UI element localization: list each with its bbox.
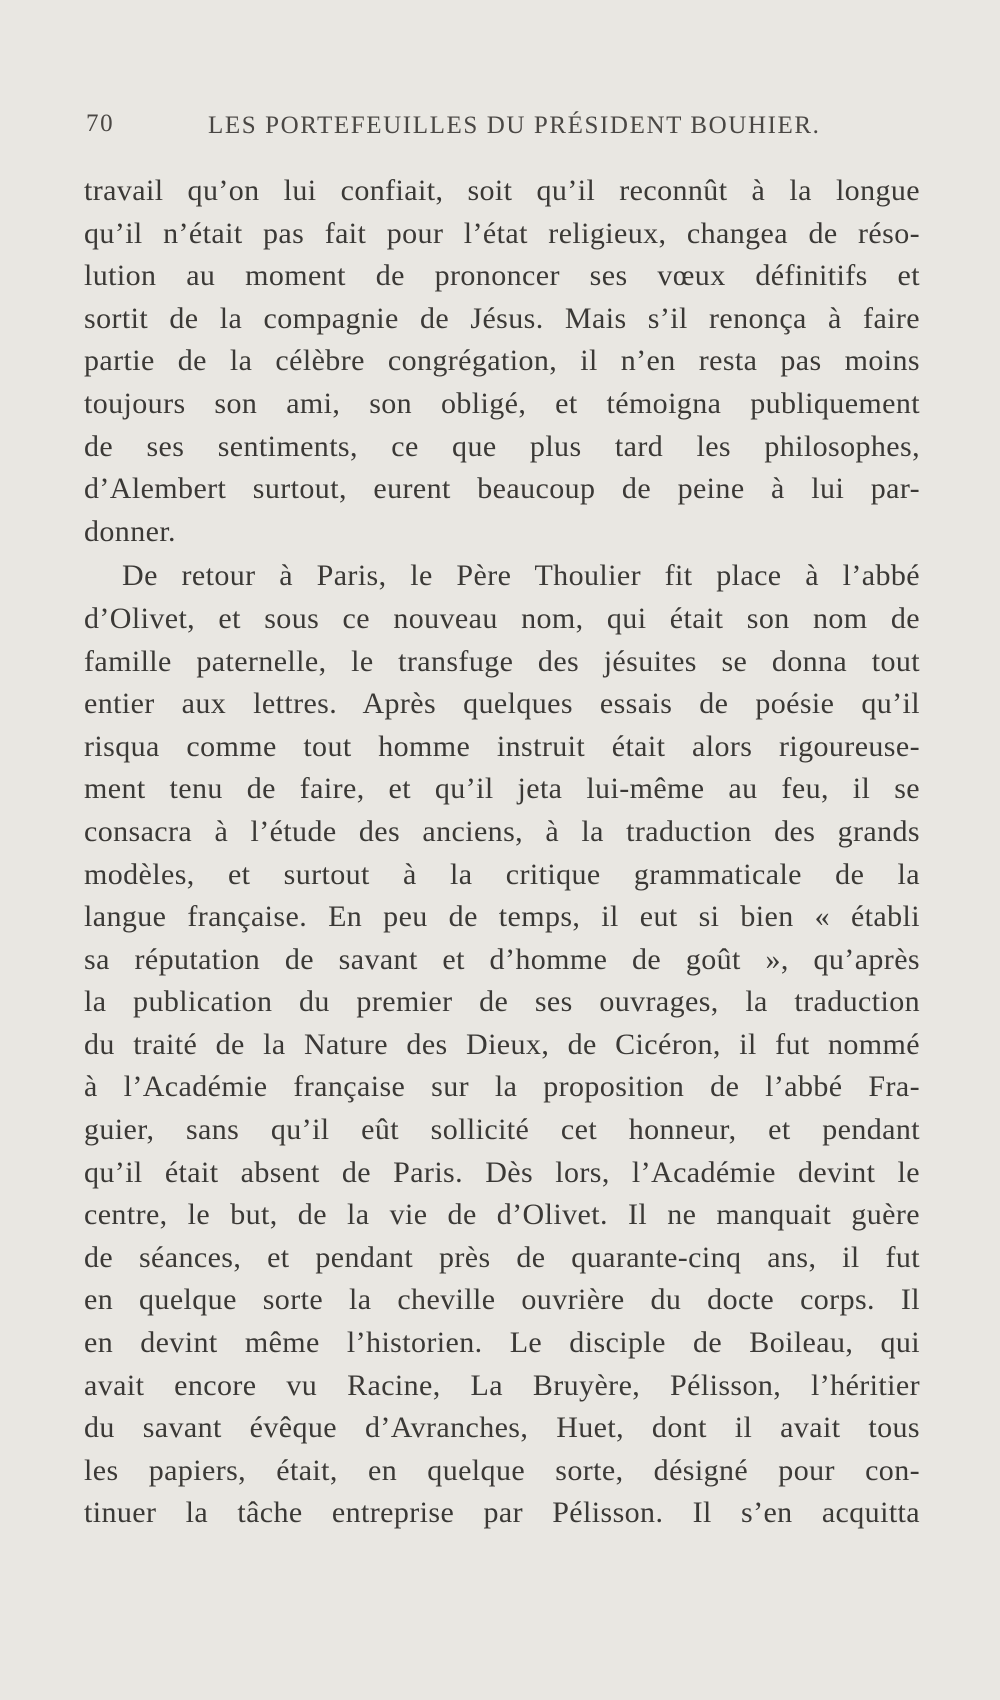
text-line: d’Olivet, et sous ce nouveau nom, qui était son nom de <box>84 601 920 635</box>
text-line: donner. <box>84 514 176 548</box>
text-line: entier aux lettres. Après quelques essais de poésie qu’il <box>84 687 920 721</box>
text-line: en quelque sorte la cheville ouvrière du docte corps. Il <box>84 1283 920 1317</box>
text-line: du savant évêque d’Avranches, Huet, dont il avait tous <box>84 1411 920 1445</box>
text-line: modèles, et surtout à la critique grammaticale de la <box>84 857 920 891</box>
paragraph-2 <box>84 555 920 1535</box>
text-line: d’Alembert surtout, eurent beaucoup de peine à lui par- <box>84 472 920 506</box>
text-line: De retour à Paris, le Père Thoulier fit place à l’abbé <box>122 559 920 593</box>
text-line: en devint même l’historien. Le disciple de Boileau, qui <box>84 1326 920 1360</box>
text-line: sortit de la compagnie de Jésus. Mais s’il renonça à faire <box>84 301 920 335</box>
page-number: 70 <box>86 110 115 137</box>
text-line: la publication du premier de ses ouvrages, la traduction <box>84 985 920 1019</box>
text-line: tinuer la tâche entreprise par Pélisson. Il s’en acquitta <box>84 1496 920 1530</box>
text-line: les papiers, était, en quelque sorte, désigné pour con- <box>84 1453 920 1487</box>
text-line: langue française. En peu de temps, il eut si bien « établi <box>84 900 920 934</box>
text-line: qu’il n’était pas fait pour l’état religieux, changea de réso- <box>84 216 920 250</box>
paragraph-1 <box>84 170 920 553</box>
text-line: partie de la célèbre congrégation, il n’en resta pas moins <box>84 344 920 378</box>
body-text <box>84 170 920 1537</box>
text-line: famille paternelle, le transfuge des jésuites se donna tout <box>84 644 920 678</box>
text-line: risqua comme tout homme instruit était alors rigoureuse- <box>84 729 920 763</box>
text-line: du traité de la Nature des Dieux, de Cicéron, il fut nommé <box>84 1027 920 1061</box>
text-line: toujours son ami, son obligé, et témoigna publiquement <box>84 386 920 420</box>
text-line: consacra à l’étude des anciens, à la traduction des grands <box>84 814 920 848</box>
text-line: centre, le but, de la vie de d’Olivet. Il ne manquait guère <box>84 1198 920 1232</box>
text-line: travail qu’on lui confiait, soit qu’il reconnût à la longue <box>84 174 920 207</box>
running-title: LES PORTEFEUILLES DU PRÉSIDENT BOUHIER. <box>208 112 821 139</box>
text-line: guier, sans qu’il eût sollicité cet honneur, et pendant <box>84 1113 920 1147</box>
text-line: à l’Académie française sur la proposition de l’abbé Fra- <box>84 1070 920 1104</box>
running-head <box>86 110 920 150</box>
text-line: lution au moment de prononcer ses vœux définitifs et <box>84 259 920 293</box>
text-line: avait encore vu Racine, La Bruyère, Pélisson, l’héritier <box>84 1368 920 1402</box>
text-line: de ses sentiments, ce que plus tard les philosophes, <box>84 429 920 463</box>
text-line: ment tenu de faire, et qu’il jeta lui-même au feu, il se <box>84 772 920 806</box>
text-line: qu’il était absent de Paris. Dès lors, l’Académie devint le <box>84 1155 920 1189</box>
text-line: de séances, et pendant près de quarante-cinq ans, il fut <box>84 1240 920 1274</box>
text-line: sa réputation de savant et d’homme de goût », qu’après <box>84 942 920 976</box>
